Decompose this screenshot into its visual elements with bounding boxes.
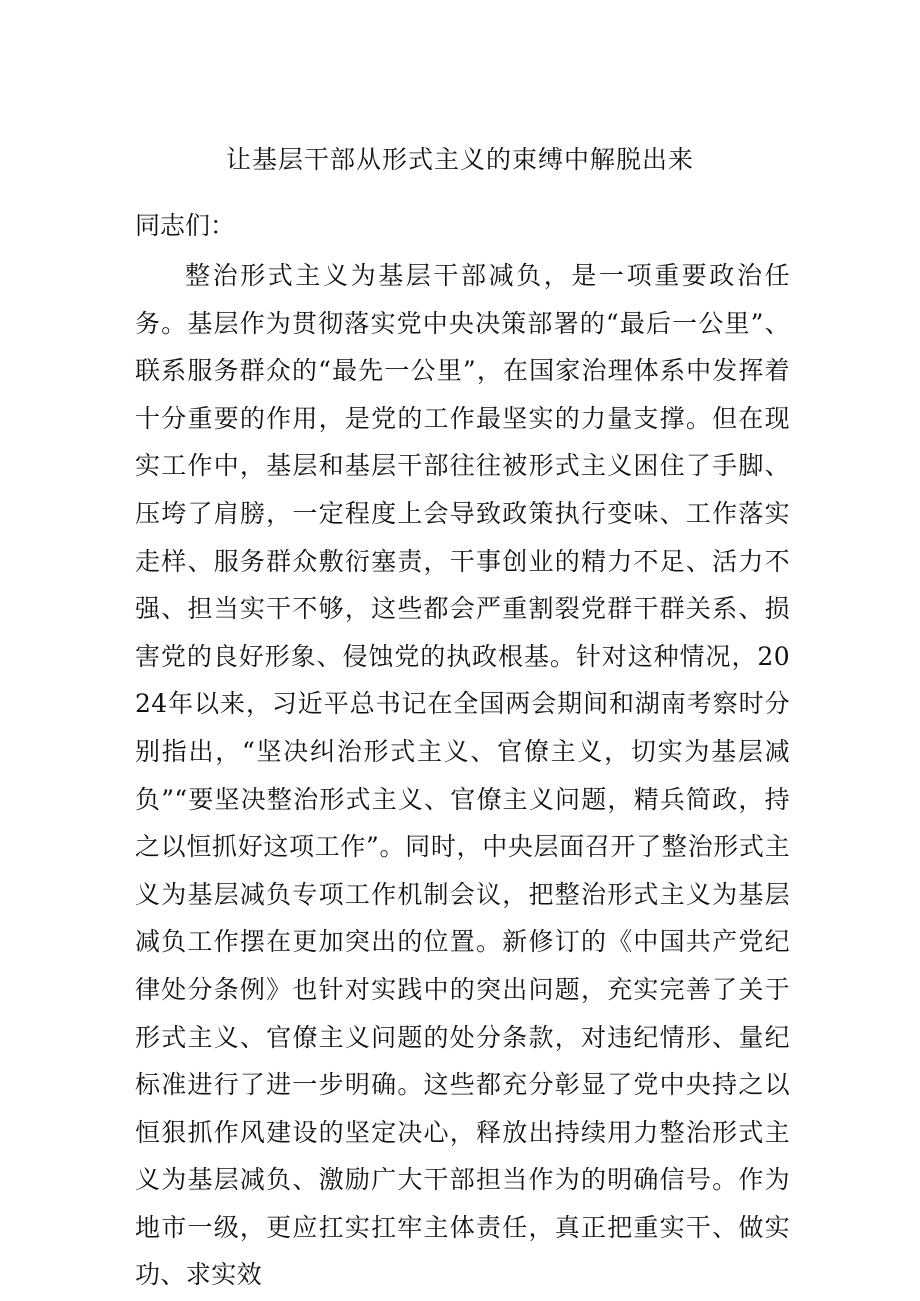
document-title: 让基层干部从形式主义的束缚中解脱出来 xyxy=(225,145,694,174)
salutation: 同志们： xyxy=(135,211,236,240)
body-paragraph: 整治形式主义为基层干部减负，是一项重要政治任务。基层作为贯彻落实党中央决策部署的“最后一公里”、联系服务群众的“最先一公里”，在国家治理体系中发挥着十分重要的作用，是党的工作最坚实的力量支撑。但在现实工作中，基层和基层干部往往被形式主义困住了手脚、压垮了肩膀，一定程度上会导致政策执行变味、工作落实走样、服务群众敷衍塞责，干事创业的精力不足、活力不强、担当实干不够，这些都会严重割裂党群干群关系、损害党的良好形象、侵蚀党的执政根基。针对这种情况，2024年以来，习近平总书记在全国两会期间和湖南考察时分别指出，“坚决纠治形式主义、官僚主义，切实为基层减负”“要坚决整治形式主义、官僚主义问题，精兵简政，持之以恒抓好这项工作”。同时，中央层面召开了整治形式主义为基层减负专项工作机制会议，把整治形式主义为基层减负工作摆在更加突出的位置。新修订的《中国共产党纪律处分条例》也针对实践中的突出问题，充实完善了关于形式主义、官僚主义问题的处分条款，对违纪情形、量纪标准进行了进一步明确。这些都充分彰显了党中央持之以恒狠抓作风建设的坚定决心，释放出持续用力整治形式主义为基层减负、激励广大干部担当作为的明确信号。作为地市一级，更应扛实扛牢主体责任，真正把重实干、做实功、求实效 xyxy=(135,261,790,1290)
